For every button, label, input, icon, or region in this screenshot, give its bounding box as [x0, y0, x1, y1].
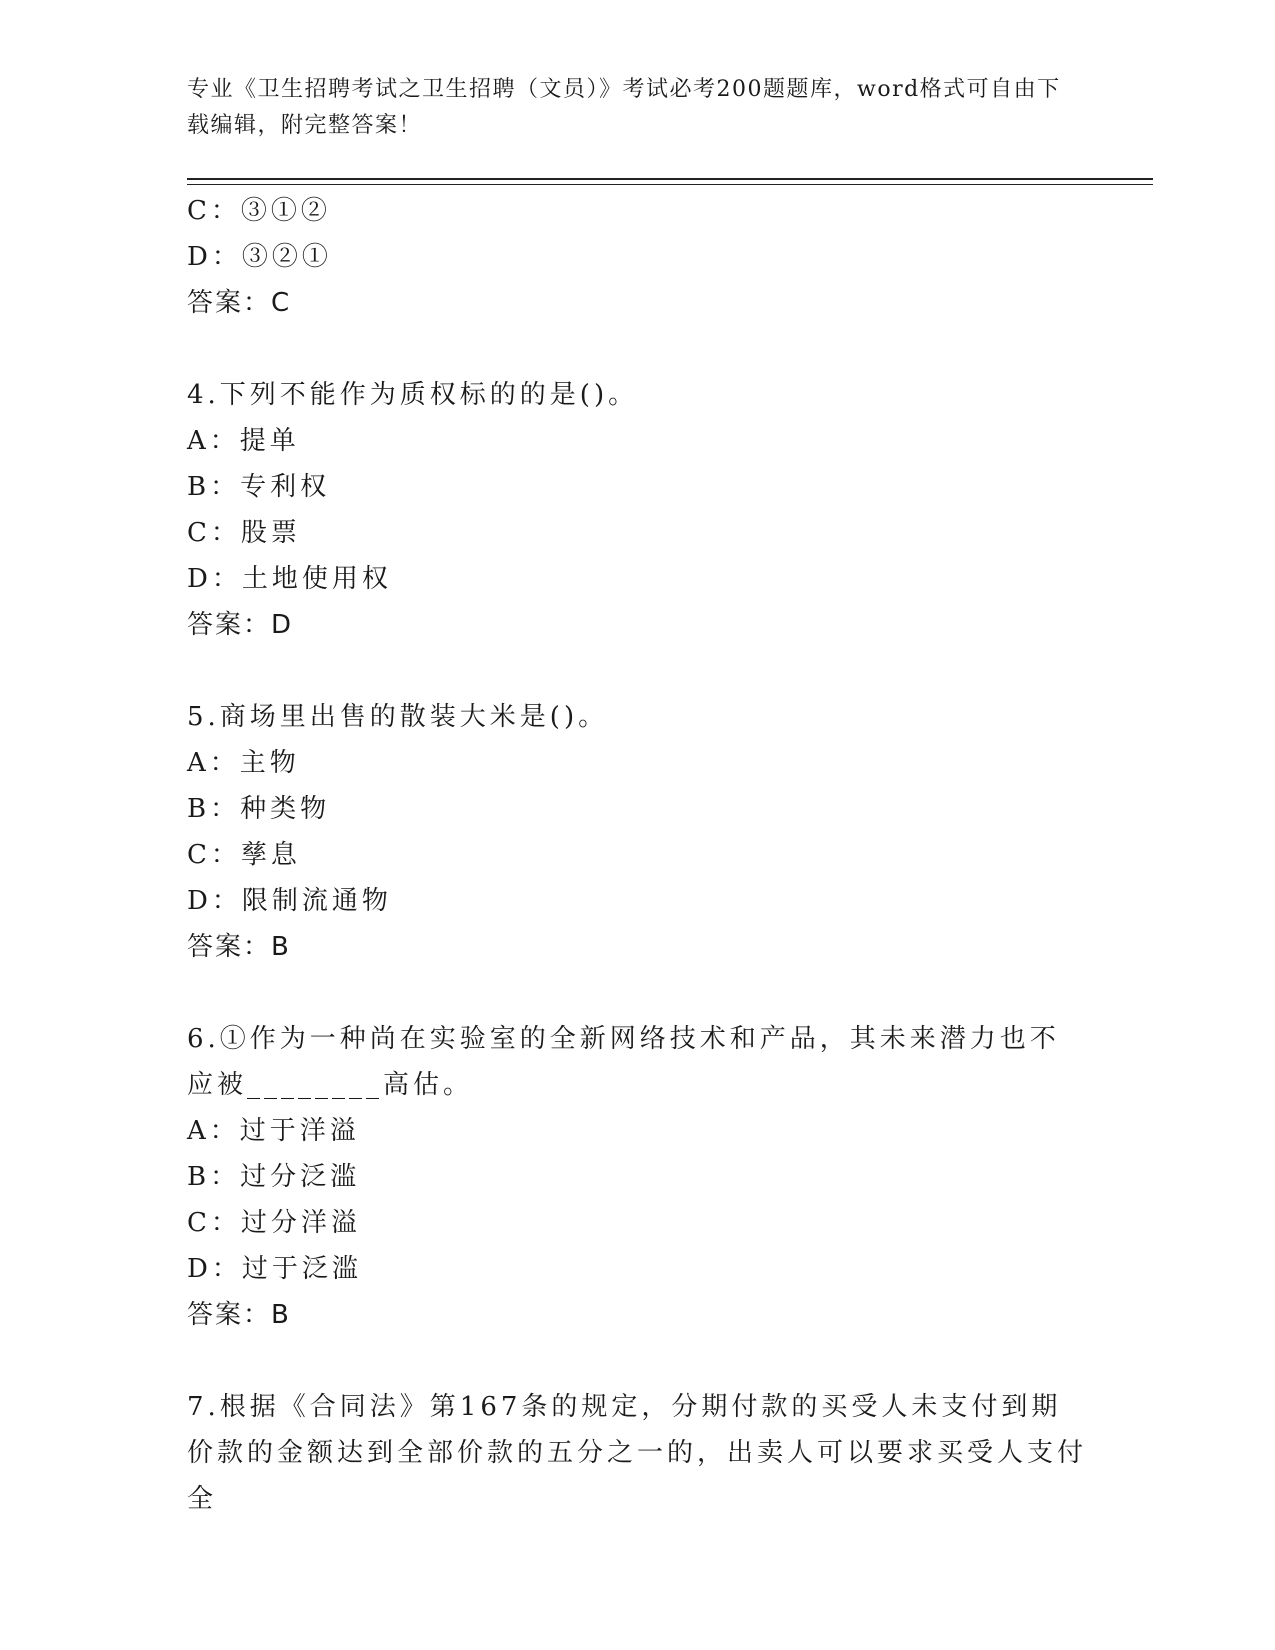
q5-question: 5.商场里出售的散装大米是()。 [187, 702, 609, 732]
q5-option-b: B：种类物 [187, 794, 331, 824]
spacer [187, 970, 1087, 1016]
q5-answer: 答案：B [187, 932, 291, 962]
q6-question: 6.①作为一种尚在实验室的全新网络技术和产品，其未来潜力也不应被________高估。 [187, 1024, 1060, 1100]
q4-answer: 答案：D [187, 610, 294, 640]
header-divider-thick [187, 178, 1153, 180]
q3-option-c: C：③①② [187, 196, 331, 226]
q3-answer: 答案：C [187, 288, 292, 318]
q7-question: 7.根据《合同法》第167条的规定，分期付款的买受人未支付到期价款的金额达到全部价款的五分之一的，出卖人可以要求买受人支付全 [187, 1392, 1088, 1514]
spacer [187, 326, 1087, 372]
page-header: 专业《卫生招聘考试之卫生招聘（文员）》考试必考200题题库，word格式可自由下载编辑，附完整答案！ [187, 77, 1061, 138]
question-list [187, 188, 1087, 1522]
spacer [187, 648, 1087, 694]
q5-option-c: C：孳息 [187, 840, 301, 870]
q4-question: 4.下列不能作为质权标的的是()。 [187, 380, 639, 410]
q4-option-b: B：专利权 [187, 472, 331, 502]
q5-option-a: A：主物 [187, 748, 300, 778]
q3-option-d: D：③②① [187, 242, 332, 272]
q4-option-d: D：土地使用权 [187, 564, 392, 594]
q6-option-a: A：过于洋溢 [187, 1116, 360, 1146]
q4-option-a: A：提单 [187, 426, 300, 456]
q4-option-c: C：股票 [187, 518, 301, 548]
q6-option-d: D：过于泛滥 [187, 1254, 362, 1284]
spacer [187, 1338, 1087, 1384]
header-divider-thin [187, 184, 1153, 185]
q6-answer: 答案：B [187, 1300, 291, 1330]
q6-option-c: C：过分洋溢 [187, 1208, 361, 1238]
q5-option-d: D：限制流通物 [187, 886, 392, 916]
q6-option-b: B：过分泛滥 [187, 1162, 361, 1192]
